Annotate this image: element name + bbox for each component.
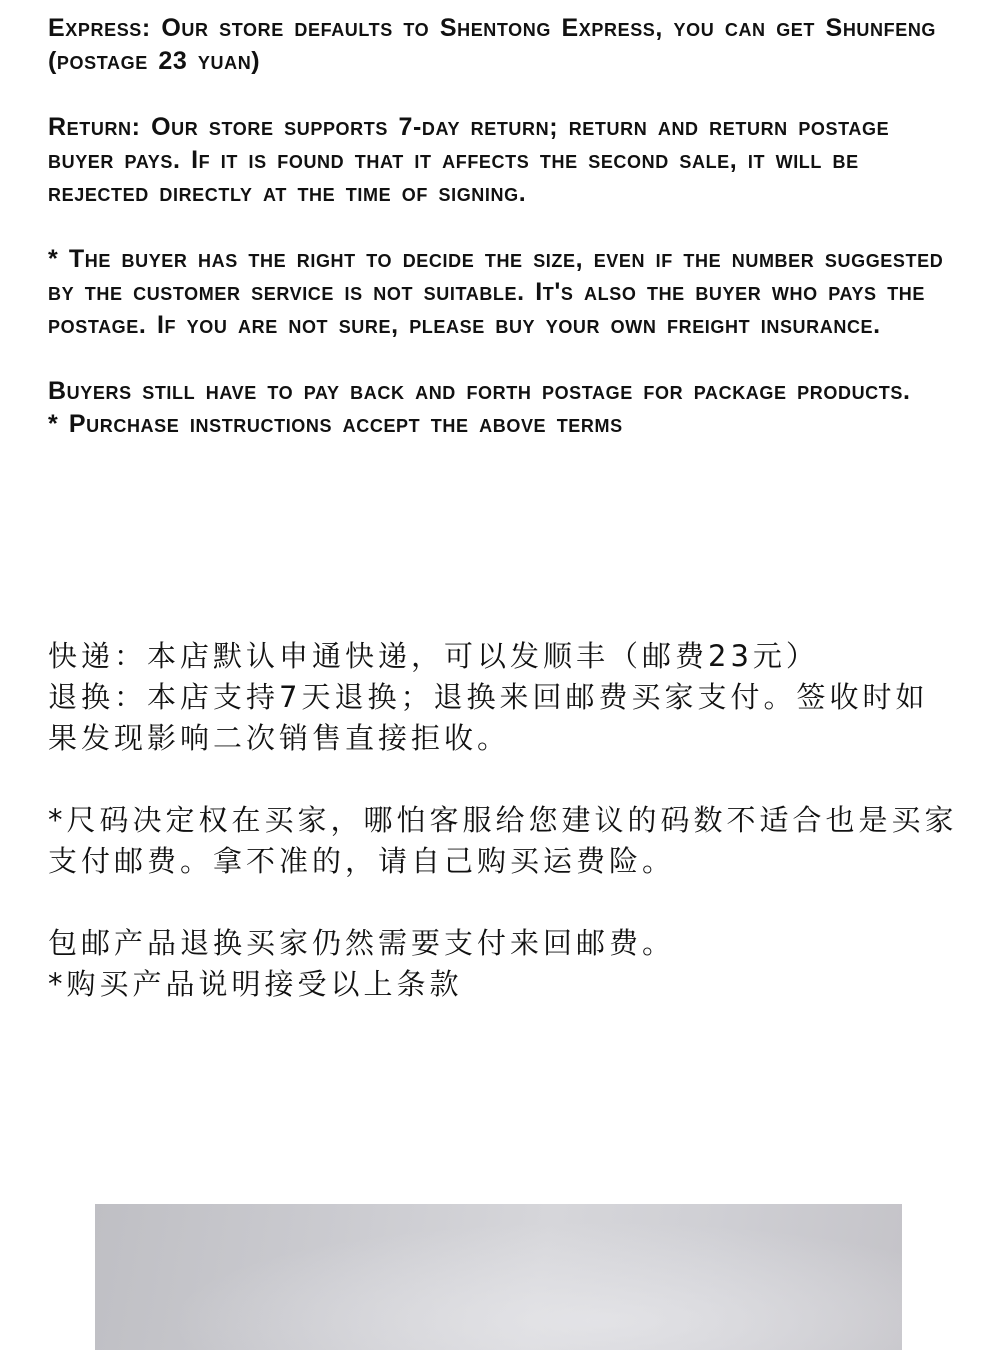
product-photo (95, 1204, 902, 1350)
chinese-return-policy: 退换：本店支持7天退换；退换来回邮费买家支付。签收时如果发现影响二次销售直接拒收。 (48, 680, 929, 755)
english-express-policy: Express: Our store defaults to Shentong Express, you can get Shunfeng (postage 23 yuan) (48, 14, 937, 75)
chinese-purchase-note: *购买产品说明接受以上条款 (48, 967, 463, 1001)
chinese-package-policy: 包邮产品退换买家仍然需要支付来回邮费。 (48, 926, 676, 960)
chinese-terms (48, 636, 958, 1005)
english-package-policy: Buyers still have to pay back and forth postage for package products. (48, 377, 911, 405)
english-purchase-note: * Purchase instructions accept the above terms (48, 410, 623, 438)
english-return-policy: Return: Our store supports 7-day return; return and return postage buyer pays. If it is found that it affects the second sale, it will be rejected directly at the time of signing. (48, 113, 890, 207)
chinese-size-policy: *尺码决定权在买家，哪怕客服给您建议的码数不适合也是买家支付邮费。拿不准的，请自己购买运费险。 (48, 803, 958, 878)
chinese-express-policy: 快递：本店默认申通快递，可以发顺丰（邮费23元） (48, 639, 819, 673)
english-terms (48, 12, 958, 441)
english-size-policy: * The buyer has the right to decide the size, even if the number suggested by the customer service is not suitable. It's also the buyer who pays the postage. If you are not sure, please buy your own freight insurance. (48, 245, 944, 339)
